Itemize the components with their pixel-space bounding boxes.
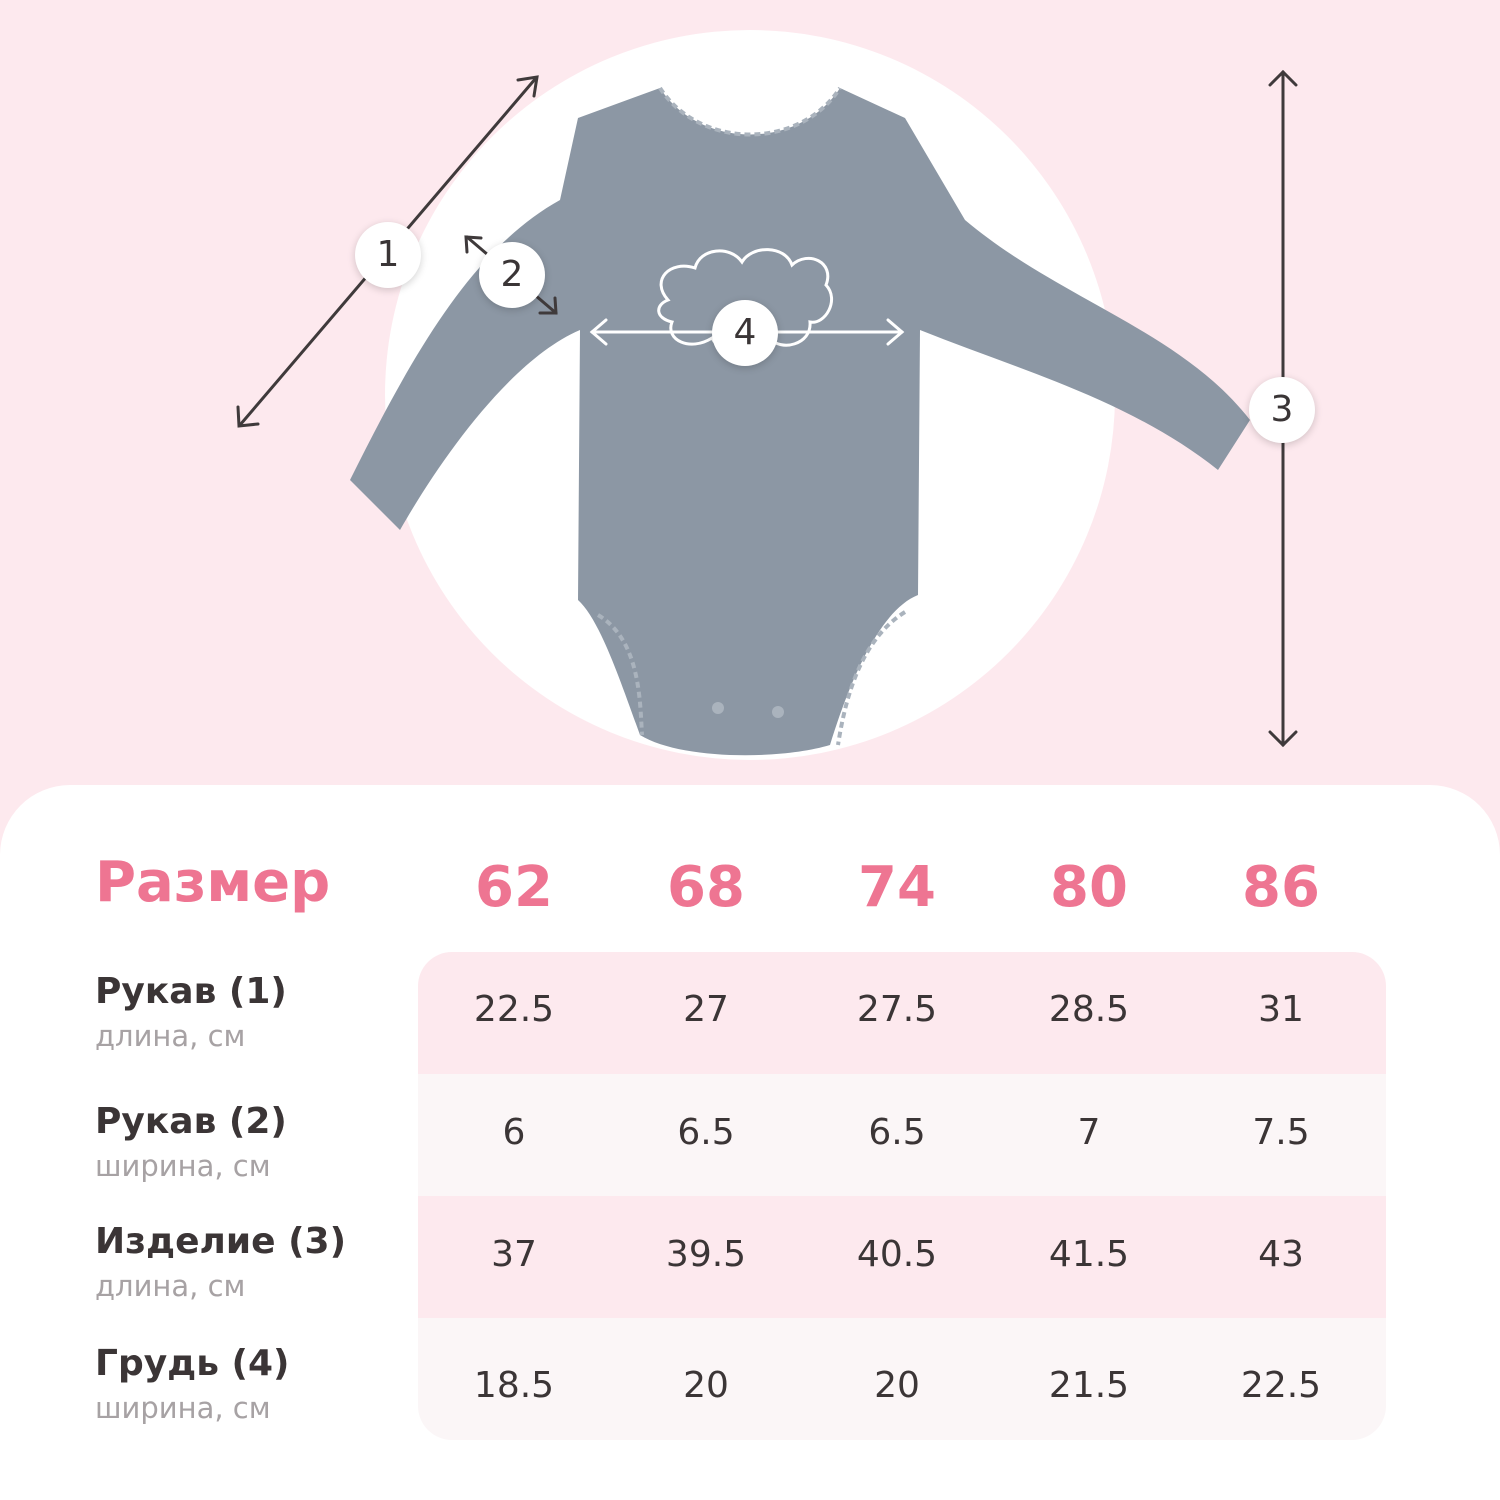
size-header-label: Размер bbox=[95, 850, 331, 915]
row-unit: длина, см bbox=[95, 1019, 246, 1053]
table-cell: 37 bbox=[491, 1234, 537, 1275]
table-cell: 39.5 bbox=[665, 1234, 747, 1275]
row-unit: ширина, см bbox=[95, 1391, 271, 1425]
size-86: 86 bbox=[1242, 855, 1320, 920]
table-cell: 20 bbox=[683, 1365, 729, 1406]
marker-4: 4 bbox=[712, 300, 778, 366]
row-name: Изделие (3) bbox=[95, 1221, 347, 1262]
row-label-body-length bbox=[95, 1218, 346, 1306]
table-cell: 28.5 bbox=[1048, 989, 1130, 1030]
size-74: 74 bbox=[858, 855, 936, 920]
row-label-chest-width bbox=[95, 1340, 290, 1428]
table-cell: 21.5 bbox=[1048, 1365, 1130, 1406]
table-cell: 27 bbox=[683, 989, 729, 1030]
table-cell: 43 bbox=[1258, 1234, 1304, 1275]
table-cell: 20 bbox=[874, 1365, 920, 1406]
size-62: 62 bbox=[475, 855, 553, 920]
table-cell: 18.5 bbox=[473, 1365, 555, 1406]
size-80: 80 bbox=[1050, 855, 1128, 920]
bodysuit-shape bbox=[350, 88, 1250, 755]
table-cell: 6.5 bbox=[868, 1112, 926, 1153]
table-cell: 7.5 bbox=[1252, 1112, 1310, 1153]
row-unit: длина, см bbox=[95, 1269, 246, 1303]
size-68: 68 bbox=[667, 855, 745, 920]
table-cell: 40.5 bbox=[856, 1234, 938, 1275]
table-cell: 6.5 bbox=[677, 1112, 735, 1153]
marker-2: 2 bbox=[479, 242, 545, 308]
row-unit: ширина, см bbox=[95, 1149, 271, 1183]
row-label-sleeve-length bbox=[95, 968, 287, 1056]
table-cell: 31 bbox=[1258, 989, 1304, 1030]
table-cell: 7 bbox=[1077, 1112, 1101, 1153]
row-name: Рукав (1) bbox=[95, 971, 287, 1012]
row-name: Рукав (2) bbox=[95, 1101, 287, 1142]
marker-1: 1 bbox=[355, 222, 421, 288]
table-cell: 6 bbox=[502, 1112, 526, 1153]
row-label-sleeve-width bbox=[95, 1098, 287, 1186]
table-cell: 27.5 bbox=[856, 989, 938, 1030]
row-name: Грудь (4) bbox=[95, 1343, 290, 1384]
table-cell: 41.5 bbox=[1048, 1234, 1130, 1275]
table-cell: 22.5 bbox=[473, 989, 555, 1030]
marker-3: 3 bbox=[1249, 377, 1315, 443]
table-cell: 22.5 bbox=[1240, 1365, 1322, 1406]
